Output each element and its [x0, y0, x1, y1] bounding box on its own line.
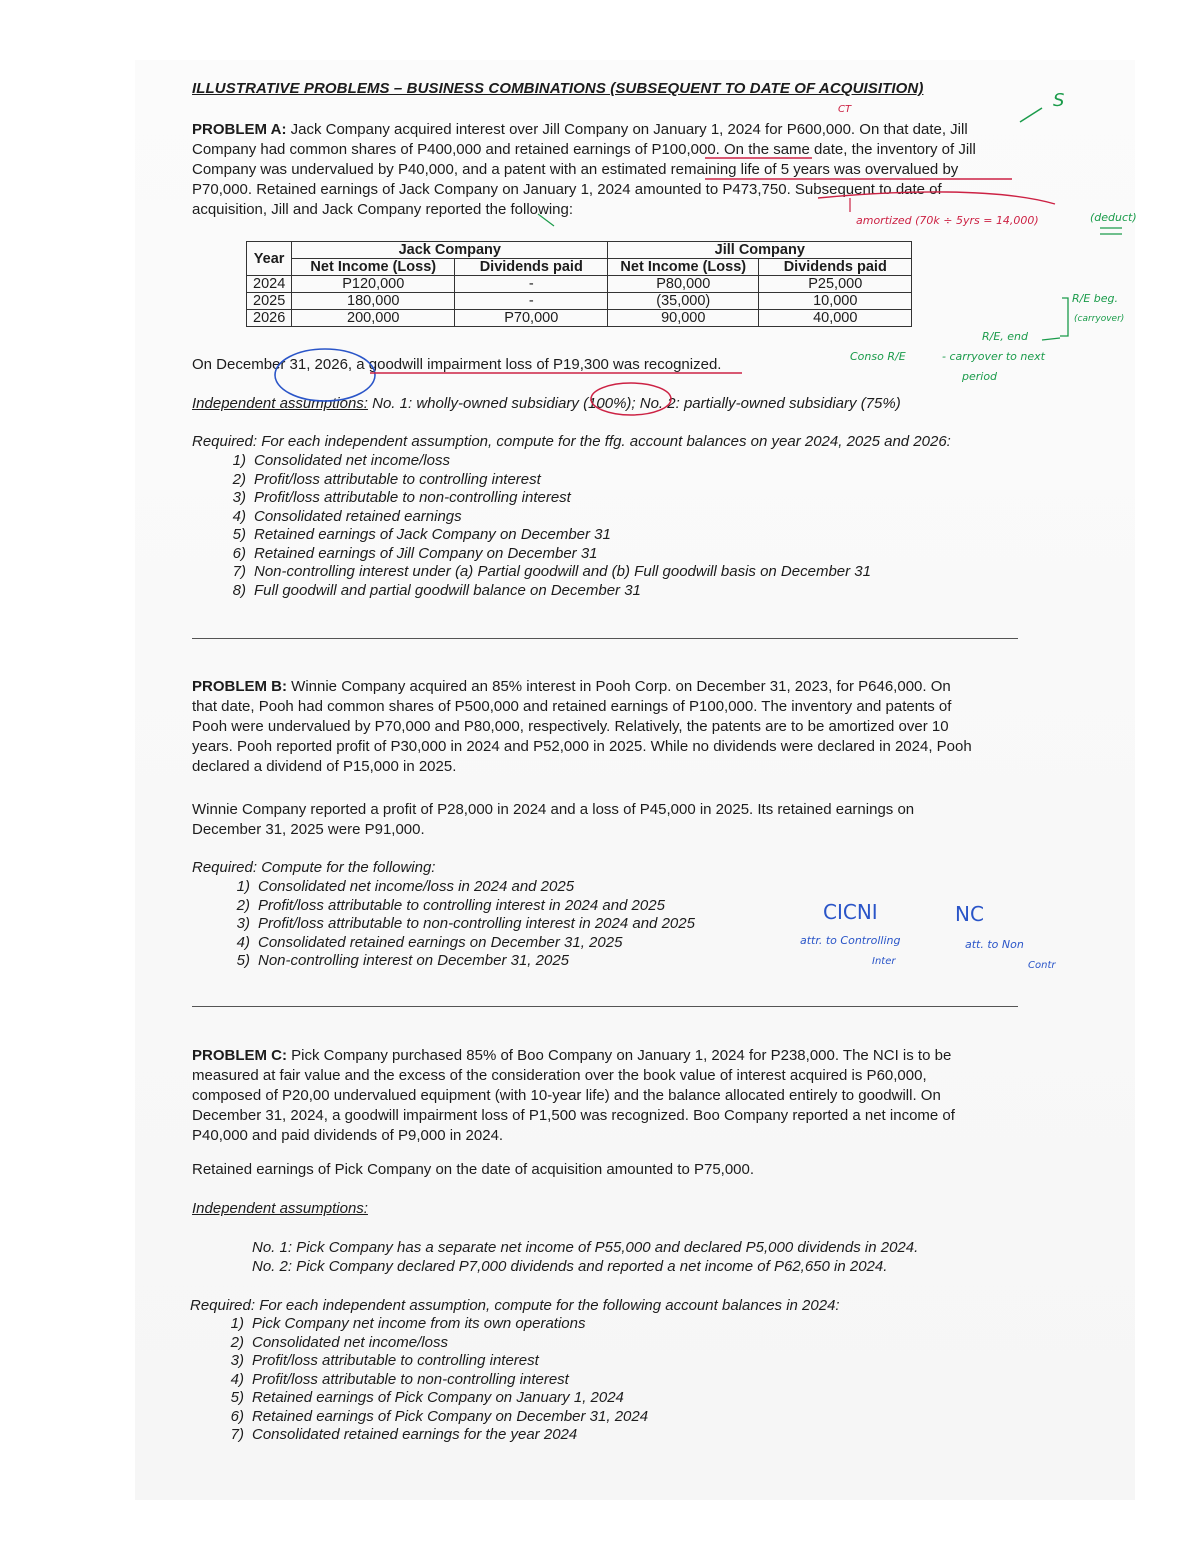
assumptions-text: No. 1: wholly-owned subsidiary (100%); No. 2: partially-owned subsidiary (75%)	[367, 395, 901, 412]
table-cell: 90,000	[608, 310, 759, 327]
table-header: Dividends paid	[759, 259, 912, 276]
handwritten-cicni-note: attr. to Controlling	[800, 934, 901, 947]
problem-c-line: P40,000 and paid dividends of P9,000 in 2024.	[192, 1127, 504, 1144]
table-cell: 10,000	[759, 293, 912, 310]
list-item: 2) Consolidated net income/loss	[230, 1333, 448, 1351]
problem-b-line: Winnie Company acquired an 85% interest in Pooh Corp. on December 31, 2023, for P646,000. On	[291, 678, 951, 695]
problem-b-required: Required: Compute for the following:	[192, 859, 436, 876]
handwritten-ct-mark: CT	[838, 104, 852, 115]
list-item: 5) Retained earnings of Pick Company on January 1, 2024	[230, 1389, 624, 1406]
problem-a-label: PROBLEM A:	[192, 121, 287, 138]
problem-c-assumption-2: No. 2: Pick Company declared P7,000 dividends and reported a net income of P62,650 in 2024.	[252, 1258, 888, 1275]
list-item: 3) Profit/loss attributable to controlling interest	[230, 1352, 539, 1369]
problem-b-line: Pooh were undervalued by P70,000 and P80,000, respectively. Relatively, the patents are to be amortized over 10	[192, 718, 949, 735]
handwritten-cicni: CICNI	[823, 900, 878, 924]
table-cell: P25,000	[759, 276, 912, 293]
list-item: 4) Consolidated retained earnings	[232, 507, 462, 525]
table-group-header: Jill Company	[608, 242, 912, 259]
handwritten-s-mark: S	[1053, 90, 1065, 111]
problem-c-label: PROBLEM C:	[192, 1047, 287, 1064]
problem-c-assumption-1: No. 1: Pick Company has a separate net income of P55,000 and declared P5,000 dividends in 2024.	[252, 1239, 919, 1256]
list-item: 3) Profit/loss attributable to non-controlling interest	[232, 489, 571, 506]
table-header: Dividends paid	[455, 259, 608, 276]
list-item: 7) Consolidated retained earnings for the year 2024	[230, 1426, 578, 1443]
list-item: 4) Consolidated retained earnings on December 31, 2025	[236, 933, 623, 951]
table-cell: P70,000	[455, 310, 608, 327]
problem-a-line: acquisition, Jill and Jack Company reported the following:	[192, 201, 574, 218]
list-item: 6) Retained earnings of Pick Company on December 31, 2024	[230, 1407, 649, 1425]
list-item: 7) Non-controlling interest under (a) Partial goodwill and (b) Full goodwill basis on December 31	[232, 563, 871, 580]
problem-b-line: years. Pooh reported profit of P30,000 in 2024 and P52,000 in 2025. While no dividends were declared in 2024, Pooh	[192, 738, 972, 755]
handwritten-carryover-note: - carryover to next	[942, 350, 1045, 363]
problem-c-line: composed of P20,00 undervalued equipment (with 10-year life) and the balance allocated entirely to goodwill. On	[192, 1087, 941, 1104]
table-cell: 2024	[247, 276, 292, 293]
table-cell: P120,000	[292, 276, 455, 293]
problem-a-line: P70,000. Retained earnings of Jack Company on January 1, 2024 amounted to P473,750. Subsequent to date of	[192, 181, 942, 198]
table-cell: -	[455, 276, 608, 293]
assumptions-label: Independent assumptions:	[192, 395, 368, 412]
list-item: 3) Profit/loss attributable to non-controlling interest in 2024 and 2025	[236, 915, 695, 932]
list-item: 1) Consolidated net income/loss	[232, 452, 450, 469]
list-item: 1) Consolidated net income/loss in 2024 and 2025	[236, 878, 575, 895]
table-cell: 2025	[247, 293, 292, 310]
table-cell: -	[455, 293, 608, 310]
table-cell: 40,000	[759, 310, 912, 327]
problem-a-line: Company was undervalued by P40,000, and a patent with an estimated remaining life of 5 years was overvalued by	[192, 161, 959, 178]
list-item: 5) Retained earnings of Jack Company on December 31	[232, 526, 611, 543]
problem-b-line: that date, Pooh had common shares of P500,000 and retained earnings of P100,000. The inventory and patents of	[192, 698, 952, 715]
table-cell: (35,000)	[608, 293, 759, 310]
problem-c-line: December 31, 2024, a goodwill impairment loss of P1,500 was recognized. Boo Company reported a net income of	[192, 1107, 955, 1124]
problem-c-required: Required: For each independent assumption, compute for the following account balances in 2024:	[190, 1297, 840, 1314]
handwritten-nc-note: att. to Non	[965, 938, 1024, 951]
list-item: 6) Retained earnings of Jill Company on December 31	[232, 544, 598, 562]
table-header: Net Income (Loss)	[292, 259, 455, 276]
handwritten-conso-re: Conso R/E	[850, 350, 906, 363]
problem-c-line: measured at fair value and the excess of the consideration over the book value of interest acquired is P60,000,	[192, 1067, 927, 1084]
list-item: 8) Full goodwill and partial goodwill balance on December 31	[232, 581, 641, 599]
problem-b-line: declared a dividend of P15,000 in 2025.	[192, 758, 457, 775]
table-cell: 180,000	[292, 293, 455, 310]
handwritten-carryover: (carryover)	[1074, 314, 1125, 324]
problem-a-required: Required: For each independent assumption, compute for the ffg. account balances on year 2024, 2025 and 2026:	[192, 433, 951, 450]
table-cell: P80,000	[608, 276, 759, 293]
table-group-header: Jack Company	[292, 242, 608, 259]
handwritten-period: period	[962, 370, 998, 383]
problem-c-line: Pick Company purchased 85% of Boo Company on January 1, 2024 for P238,000. The NCI is to be	[291, 1047, 952, 1064]
table-header: Net Income (Loss)	[608, 259, 759, 276]
impairment-note: On December 31, 2026, a goodwill impairment loss of P19,300 was recognized.	[192, 356, 722, 373]
problem-c-assumptions-label: Independent assumptions:	[192, 1200, 368, 1217]
problem-a-line: Company had common shares of P400,000 and retained earnings of P100,000. On the same date, the inventory of Jill	[192, 141, 976, 158]
list-item: 4) Profit/loss attributable to non-controlling interest	[230, 1370, 569, 1388]
table-cell: 2026	[247, 310, 292, 327]
handwritten-re-end: R/E, end	[982, 330, 1029, 343]
problem-b-label: PROBLEM B:	[192, 678, 287, 695]
list-item: 5) Non-controlling interest on December 31, 2025	[236, 952, 570, 969]
list-item: 2) Profit/loss attributable to controlling interest in 2024 and 2025	[236, 896, 665, 914]
handwritten-nc-note: Contr	[1028, 960, 1056, 971]
handwritten-amortization-note: amortized (70k ÷ 5yrs = 14,000)	[856, 214, 1039, 227]
handwritten-nc: NC	[955, 902, 984, 926]
problem-c-re-line: Retained earnings of Pick Company on the date of acquisition amounted to P75,000.	[192, 1161, 755, 1178]
problem-b-line: Winnie Company reported a profit of P28,000 in 2024 and a loss of P45,000 in 2025. Its retained earnings on	[192, 801, 915, 818]
page-heading: ILLUSTRATIVE PROBLEMS – BUSINESS COMBINATIONS (SUBSEQUENT TO DATE OF ACQUISITION)	[192, 80, 924, 97]
handwritten-re-beg: R/E beg.	[1072, 292, 1119, 305]
list-item: 2) Profit/loss attributable to controlling interest	[232, 470, 541, 488]
problem-b-line: December 31, 2025 were P91,000.	[192, 821, 425, 838]
table-cell: 200,000	[292, 310, 455, 327]
handwritten-deduct-note: (deduct)	[1090, 211, 1137, 224]
problem-a-line: Jack Company acquired interest over Jill Company on January 1, 2024 for P600,000. On that date, Jill	[290, 121, 968, 138]
table-header: Year	[247, 242, 292, 276]
handwritten-cicni-note: Inter	[872, 956, 896, 967]
list-item: 1) Pick Company net income from its own operations	[230, 1315, 586, 1332]
